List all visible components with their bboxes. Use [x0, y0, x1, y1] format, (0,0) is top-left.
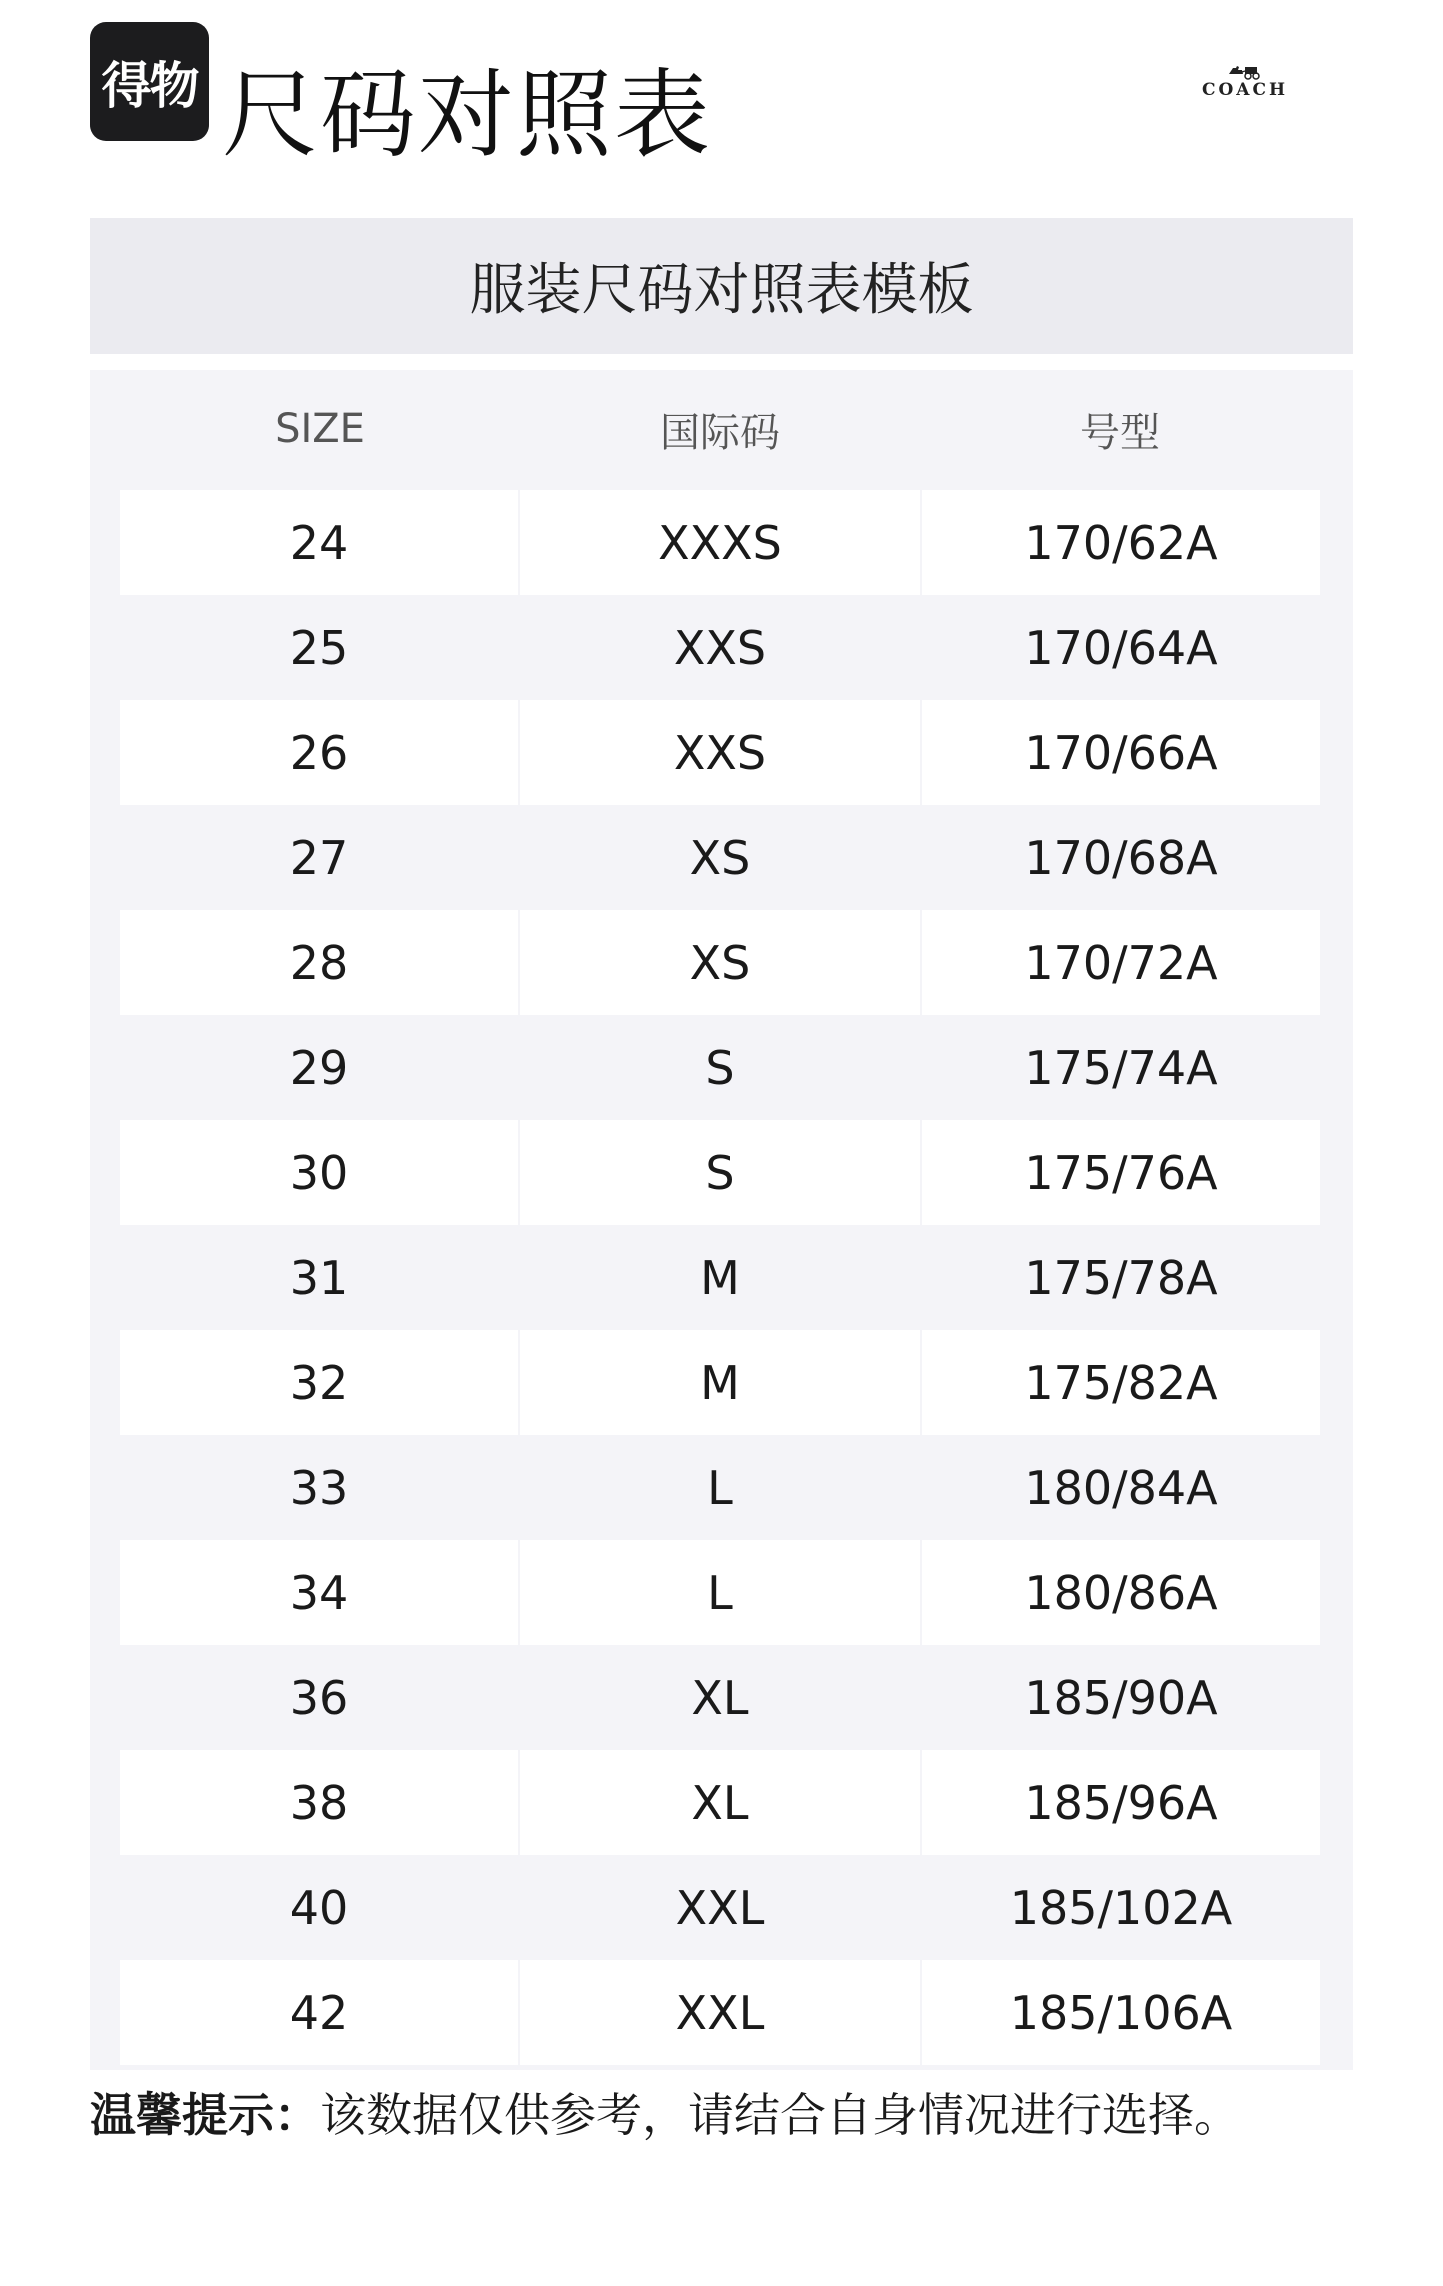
cell-international-size: XXS — [673, 620, 767, 675]
cell-international-size: XL — [691, 1670, 749, 1725]
cell-size: 30 — [120, 1120, 518, 1225]
brand-name: COACH — [1201, 80, 1289, 100]
cell-model: 170/64A — [1024, 620, 1218, 675]
cell-size: 34 — [120, 1540, 518, 1645]
table-row — [120, 1750, 1320, 1855]
table-row — [120, 910, 1320, 1015]
cell-model: 170/66A — [922, 700, 1320, 805]
cell-international-size: XS — [689, 830, 751, 885]
cell-international-size: M — [520, 1330, 920, 1435]
cell-size: 42 — [120, 1960, 518, 2065]
cell-model: 175/82A — [922, 1330, 1320, 1435]
table-row — [120, 1435, 1320, 1540]
cell-model: 175/78A — [1024, 1250, 1218, 1305]
cell-size: 26 — [120, 700, 518, 805]
table-row — [120, 490, 1320, 595]
cell-international-size: XXS — [520, 700, 920, 805]
table-row — [120, 1855, 1320, 1960]
cell-size: 27 — [289, 830, 349, 885]
cell-size: 29 — [289, 1040, 349, 1095]
table-row — [120, 1330, 1320, 1435]
table-row — [120, 1225, 1320, 1330]
cell-model: 185/102A — [1009, 1880, 1233, 1935]
cell-model: 185/90A — [1024, 1670, 1218, 1725]
cell-international-size: S — [705, 1040, 735, 1095]
cell-model: 175/76A — [922, 1120, 1320, 1225]
cell-international-size: XS — [520, 910, 920, 1015]
cell-model: 185/96A — [922, 1750, 1320, 1855]
cell-size: 33 — [289, 1460, 349, 1515]
cell-size: 25 — [289, 620, 349, 675]
cell-model: 170/72A — [922, 910, 1320, 1015]
table-header-row — [120, 370, 1320, 488]
cell-international-size: L — [707, 1460, 733, 1515]
table-row — [120, 1015, 1320, 1120]
cell-model: 170/62A — [922, 490, 1320, 595]
table-row — [120, 1120, 1320, 1225]
table-row — [120, 1540, 1320, 1645]
horse-carriage-icon — [1225, 62, 1265, 80]
cell-international-size: L — [520, 1540, 920, 1645]
brand-logo — [1185, 62, 1305, 100]
cell-size: 28 — [120, 910, 518, 1015]
table-row — [120, 805, 1320, 910]
cell-model: 180/84A — [1024, 1460, 1218, 1515]
cell-international-size: XXL — [675, 1880, 765, 1935]
cell-model: 180/86A — [922, 1540, 1320, 1645]
cell-international-size: XL — [520, 1750, 920, 1855]
table-row — [120, 595, 1320, 700]
tip-text: 该数据仅供参考，请结合自身情况进行选择。 — [320, 2088, 1240, 2142]
size-table — [90, 370, 1353, 2070]
cell-international-size: XXXS — [520, 490, 920, 595]
cell-international-size: S — [520, 1120, 920, 1225]
cell-international-size: XXL — [520, 1960, 920, 2065]
dewu-logo: 得物 — [90, 22, 209, 141]
cell-size: 36 — [289, 1670, 349, 1725]
cell-size: 31 — [289, 1250, 349, 1305]
table-row — [120, 700, 1320, 805]
column-header-size: SIZE — [275, 406, 365, 452]
table-body — [120, 490, 1320, 2065]
page-title: 尺码对照表 — [222, 59, 712, 171]
footer-tip — [90, 2085, 1240, 2145]
cell-model: 175/74A — [1024, 1040, 1218, 1095]
cell-size: 40 — [289, 1880, 349, 1935]
cell-model: 170/68A — [1024, 830, 1218, 885]
table-title: 服装尺码对照表模板 — [90, 218, 1353, 354]
table-row — [120, 1960, 1320, 2065]
tip-label: 温馨提示： — [90, 2088, 320, 2142]
table-row — [120, 1645, 1320, 1750]
cell-international-size: M — [700, 1250, 740, 1305]
cell-size: 32 — [120, 1330, 518, 1435]
cell-model: 185/106A — [922, 1960, 1320, 2065]
cell-size: 24 — [120, 490, 518, 595]
column-header-model: 号型 — [1080, 409, 1160, 456]
cell-size: 38 — [120, 1750, 518, 1855]
column-header-international: 国际码 — [660, 409, 780, 456]
